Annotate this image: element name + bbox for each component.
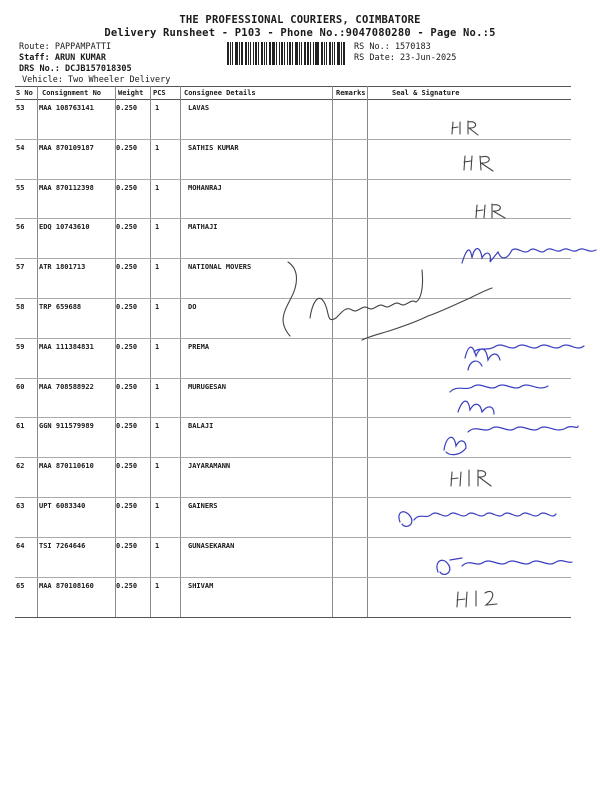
cell-consignee: DO xyxy=(188,303,197,311)
rs-date: RS Date: 23-Jun-2025 xyxy=(354,53,457,63)
cell-pcs: 1 xyxy=(155,263,160,272)
cell-consignee: SHIVAM xyxy=(188,581,214,590)
cell-weight: 0.250 xyxy=(116,263,138,272)
staff-label: Staff: ARUN KUMAR xyxy=(19,53,106,63)
route-label: Route: PAPPAMPATTI xyxy=(19,42,112,52)
cell-consignment: ATR 1801713 xyxy=(39,263,86,272)
pencil-signature xyxy=(283,262,492,340)
cell-sno: 54 xyxy=(16,143,25,152)
cell-pcs: 1 xyxy=(155,342,160,351)
cell-consignee: GAINERS xyxy=(188,502,218,510)
cell-pcs: 1 xyxy=(155,541,160,550)
cell-pcs: 1 xyxy=(155,422,160,431)
cell-consignee: NATIONAL MOVERS xyxy=(188,263,252,272)
cell-weight: 0.250 xyxy=(116,303,138,311)
drs-number: DRS No.: DCJB157018305 xyxy=(19,64,132,74)
cell-sno: 55 xyxy=(16,183,25,192)
cell-sno: 65 xyxy=(16,581,25,590)
cell-consignment: MAA 708588922 xyxy=(39,382,94,391)
cell-consignee: LAVAS xyxy=(188,104,210,112)
cell-sno: 60 xyxy=(16,382,25,391)
cell-weight: 0.250 xyxy=(116,342,138,351)
cell-weight: 0.250 xyxy=(116,104,138,112)
cell-consignee: MURUGESAN xyxy=(188,382,226,391)
cell-sno: 59 xyxy=(16,342,25,351)
ink-signatures xyxy=(399,249,596,575)
cell-consignment: MAA 108763141 xyxy=(39,104,94,112)
cell-consignee: GUNASEKARAN xyxy=(188,541,235,550)
cell-consignee: JAYARAMANN xyxy=(188,462,231,471)
column-header-signature: Seal & Signature xyxy=(392,89,460,97)
rs-number: RS No.: 1570183 xyxy=(354,42,431,52)
cell-consignment: TSI 7264646 xyxy=(39,541,86,550)
cell-weight: 0.250 xyxy=(116,223,138,232)
column-header-weight: Weight xyxy=(118,89,144,97)
cell-pcs: 1 xyxy=(155,183,160,192)
cell-weight: 0.250 xyxy=(116,183,138,192)
vehicle-label: Vehicle: Two Wheeler Delivery xyxy=(22,75,171,85)
cell-consignment: MAA 111384831 xyxy=(39,342,94,351)
cell-sno: 61 xyxy=(16,422,25,431)
cell-consignee: BALAJI xyxy=(188,422,214,431)
cell-sno: 53 xyxy=(16,104,25,112)
cell-pcs: 1 xyxy=(155,104,160,112)
cell-consignee: MOHANRAJ xyxy=(188,183,222,192)
column-header-consignee: Consignee Details xyxy=(184,89,256,97)
cell-weight: 0.250 xyxy=(116,581,138,590)
column-header-remarks: Remarks xyxy=(336,89,366,97)
runsheet-title: THE PROFESSIONAL COURIERS, COIMBATORE xyxy=(179,14,421,26)
cell-sno: 63 xyxy=(16,502,25,510)
cell-weight: 0.250 xyxy=(116,382,138,391)
cell-consignment: MAA 870108160 xyxy=(39,581,94,590)
cell-pcs: 1 xyxy=(155,502,160,510)
cell-consignment: UPT 6083340 xyxy=(39,502,86,510)
cell-sno: 64 xyxy=(16,541,25,550)
cell-pcs: 1 xyxy=(155,143,160,152)
cell-sno: 56 xyxy=(16,223,25,232)
cell-pcs: 1 xyxy=(155,462,160,471)
cell-weight: 0.250 xyxy=(116,422,138,431)
cell-consignment: MAA 870110610 xyxy=(39,462,94,471)
cell-sno: 57 xyxy=(16,263,25,272)
cell-consignee: SATHIS KUMAR xyxy=(188,143,239,152)
hir-marks xyxy=(451,121,505,607)
cell-weight: 0.250 xyxy=(116,462,138,471)
cell-weight: 0.250 xyxy=(116,502,138,510)
cell-pcs: 1 xyxy=(155,382,160,391)
runsheet-subtitle: Delivery Runsheet - P103 - Phone No.:9047080280 - Page No.:5 xyxy=(104,27,496,39)
cell-consignment: MAA 870109187 xyxy=(39,143,94,152)
cell-pcs: 1 xyxy=(155,581,160,590)
column-header-consignment: Consignment No xyxy=(42,89,102,97)
column-header-pcs: PCS xyxy=(153,89,166,97)
cell-consignment: TRP 659688 xyxy=(39,303,82,311)
cell-sno: 62 xyxy=(16,462,25,471)
cell-consignment: GGN 911579989 xyxy=(39,422,94,431)
column-header-sno: S No xyxy=(16,89,33,97)
cell-pcs: 1 xyxy=(155,223,160,232)
cell-consignment: EDQ 10743610 xyxy=(39,223,90,232)
cell-consignee: PREMA xyxy=(188,342,210,351)
cell-sno: 58 xyxy=(16,303,25,311)
cell-pcs: 1 xyxy=(155,303,160,311)
cell-weight: 0.250 xyxy=(116,541,138,550)
cell-weight: 0.250 xyxy=(116,143,138,152)
cell-consignee: MATHAJI xyxy=(188,223,218,232)
cell-consignment: MAA 870112398 xyxy=(39,183,94,192)
